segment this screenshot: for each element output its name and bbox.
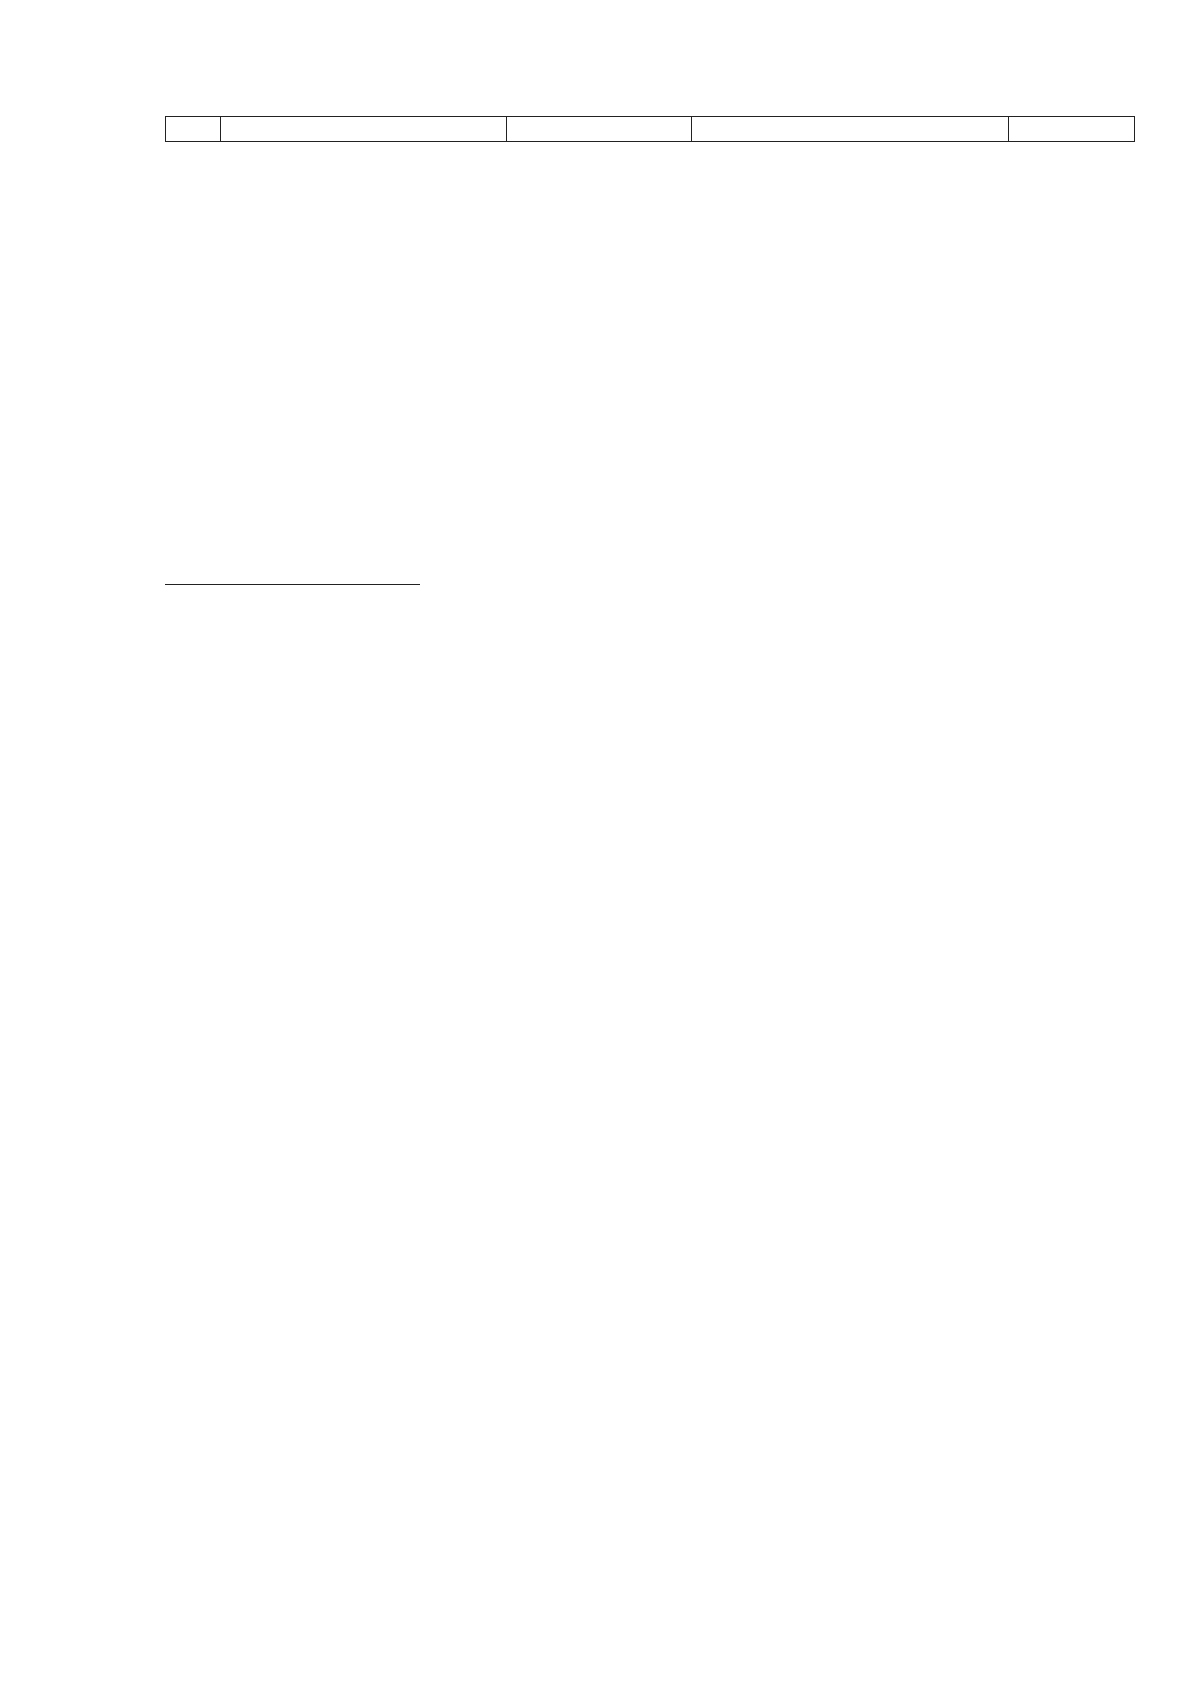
header-cell xyxy=(1009,117,1135,142)
header-row xyxy=(166,117,1135,142)
footnote-divider xyxy=(165,584,420,585)
header-cell xyxy=(692,117,1009,142)
header-cell xyxy=(221,117,507,142)
header-cell xyxy=(507,117,692,142)
tariff-table xyxy=(165,116,1135,142)
header-cell xyxy=(166,117,221,142)
